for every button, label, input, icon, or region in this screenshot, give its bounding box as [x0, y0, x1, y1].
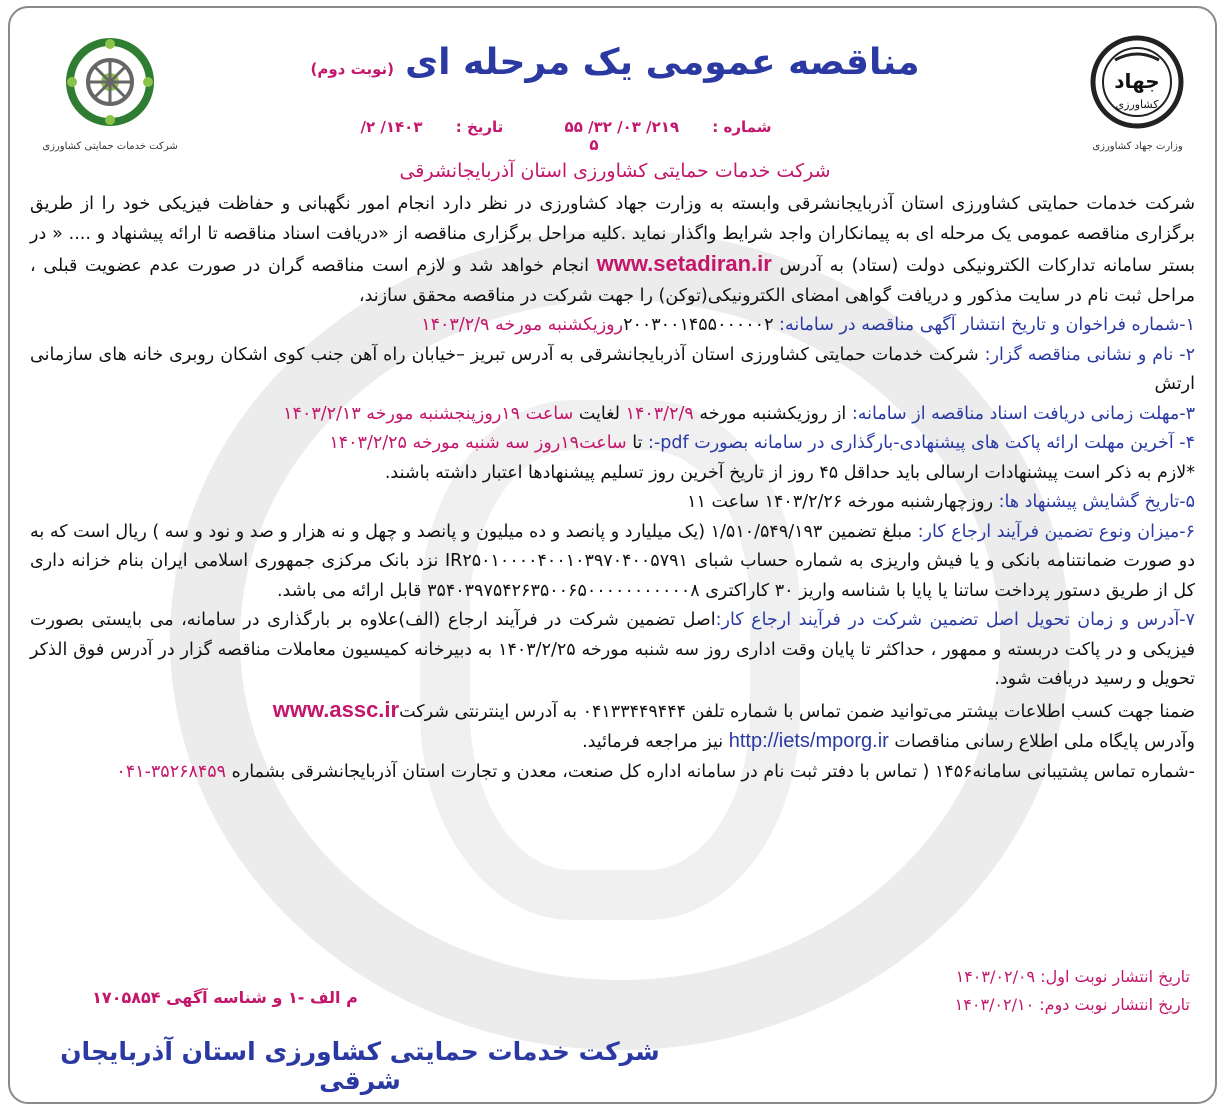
notice-title — [290, 42, 940, 83]
item-4 — [30, 429, 1195, 459]
notice-meta — [360, 118, 800, 154]
number-group — [551, 118, 786, 136]
item-4-label: ۴- آخرین مهلت ارائه پاکت های پیشنهادی-بارگذاری در سامانه بصورت pdf-: — [648, 433, 1195, 453]
contact-text-1: ضمنا جهت کسب اطلاعات بیشتر می‌توانید ضمن تماس با شماره تلفن ۰۴۱۳۳۴۴۹۴۴۴ به آدرس اینترنتی شرکت — [399, 701, 1195, 722]
item-7 — [30, 606, 1195, 695]
assc-logo — [40, 30, 180, 160]
item-1-label: ۱-شماره فراخوان و تاریخ انتشار آگهی مناقصه در سامانه: — [779, 315, 1195, 335]
item-3-text-b: لغایت — [573, 403, 626, 424]
item-7-label: ۷-آدرس و زمان تحویل اصل تضمین شرکت در فرآیند ارجاع کار: — [715, 610, 1195, 630]
contact-text-3: نیز مراجعه فرمائید. — [582, 732, 729, 752]
svg-text:کشاورزی: کشاورزی — [1115, 98, 1159, 111]
publication-second: تاریخ انتشار نوبت دوم: ۱۴۰۳/۰۲/۱۰ — [954, 995, 1190, 1014]
item-5-text: روزچهارشنبه مورخه ۱۴۰۳/۲/۲۶ ساعت ۱۱ — [687, 492, 999, 512]
item-1-highlight: روزیکشنبه مورخه ۱۴۰۳/۲/۹ — [421, 315, 624, 335]
notice-body — [30, 190, 1195, 787]
jahad-logo-icon — [1075, 30, 1200, 135]
intro-paragraph — [30, 190, 1195, 311]
assc-logo-icon — [40, 30, 180, 135]
item-4-text: تا — [626, 433, 649, 453]
item-1 — [30, 311, 1195, 341]
validity-note-text: *لازم به ذکر است پیشنهادات ارسالی باید حداقل ۴۵ روز از تاریخ آخرین روز تسلیم پیشنهادها اعتبار داشته باشند. — [384, 462, 1195, 483]
item-3-text: از روزیکشنبه مورخه — [693, 403, 852, 424]
iets-link[interactable]: http://iets/mporg.ir — [728, 730, 889, 752]
jahad-logo — [1075, 30, 1200, 160]
intro-text-1: شرکت خدمات حمایتی کشاورزی استان آذربایجانشرقی وابسته به وزارت جهاد کشاورزی در نظر دارد انجام امور نگهبانی و حفاظت فیزیکی خود را از طریق برگزاری مناقصه عمومی یک مرحله ای به پیمانکاران واجد شرایط واگذار نماید .کلیه مراحل برگزاری مناقصه از «دریافت اسناد مناقصه تا ارائه پیشنهاد و .... « در بستر سامانه تدارکات الکترونیکی دولت (ستاد) به آدرس — [30, 194, 1196, 276]
contact-text-2: وآدرس پایگاه ملی اطلاع رسانی مناقصات — [888, 732, 1195, 752]
item-3 — [30, 400, 1195, 430]
item-1-text: ۲۰۰۳۰۰۱۴۵۵۰۰۰۰۰۲ — [623, 315, 780, 335]
support-text: -شماره تماس پشتیبانی سامانه۱۴۵۶ ( تماس با دفتر ثبت نام در سامانه اداره کل صنعت، معدن و تجارت استان آذربایجانشرقی بشماره — [226, 761, 1195, 782]
item-6 — [30, 518, 1195, 607]
assc-link[interactable]: www.assc.ir — [272, 696, 400, 722]
contact-paragraph-2 — [30, 727, 1195, 758]
item-5 — [30, 488, 1195, 518]
title-round: (نوبت دوم) — [310, 60, 394, 78]
publication-first: تاریخ انتشار نوبت اول: ۱۴۰۳/۰۲/۰۹ — [955, 967, 1190, 986]
number-label: شماره : — [712, 118, 772, 136]
number-value: ۲۱۹/ ۰۳/ ۳۲/ ۵۵ — [564, 118, 680, 136]
item-7-text: اصل تضمین شرکت در فرآیند ارجاع (الف)علاوه بر بارگذاری در سامانه، می بایستی بصورت فیزیکی و در پاکت دربسته و ممهور ، حداکثر تا پایان وقت اداری روز سه شنبه مورخه ۱۴۰۳/۲/۲۵ به دبیرخانه کمیسیون معاملات مناقصه گزار در آدرس فوق الذکر تحویل و رسید دریافت شود. — [30, 610, 1195, 689]
assc-logo-caption: شرکت خدمات حمایتی کشاورزی — [42, 141, 178, 152]
item-5-label: ۵-تاریخ گشایش پیشنهاد ها: — [998, 492, 1195, 512]
footer-company: شرکت خدمات حمایتی کشاورزی استان آذربایجان شرقی — [60, 1037, 660, 1095]
company-heading: شرکت خدمات حمایتی کشاورزی استان آذربایجانشرقی — [399, 160, 831, 182]
item-6-label: ۶-میزان ونوع تضمین فرآیند ارجاع کار: — [917, 521, 1196, 542]
intro-text-2: انجام خواهد شد و لازم است مناقصه گران در صورت عدم عضویت قبلی ، مراحل ثبت نام در سایت مذکور و دریافت گواهی امضای الکترونیکی(توکن) را جهت شرکت در مناقصه محقق سازند، — [30, 256, 1195, 306]
validity-note — [30, 459, 1195, 489]
item-3-highlight: ۱۴۰۳/۲/۹ — [625, 403, 694, 424]
support-line — [30, 758, 1195, 788]
item-4-highlight: ساعت۱۹روز سه شنبه مورخه ۱۴۰۳/۲/۲۵ — [329, 433, 627, 453]
item-2-label: ۲- نام و نشانی مناقصه گزار: — [984, 344, 1195, 365]
jahad-logo-caption: وزارت جهاد کشاورزی — [1092, 141, 1183, 152]
item-6-text: مبلغ تضمین ۱/۵۱۰/۵۴۹/۱۹۳ (یک میلیارد و پانصد و ده میلیون و پانصد و چهل و نه هزار و صد و نود و سه ) ریال است که به دو صورت ضمانتنامه بانکی و یا فیش واریزی به شماره حساب شبای IR۲۵۰۱۰۰۰۰۴۰۰۱۰۳۹۷۰۴۰۰۵۷۹۱ نزد بانک مرکزی جمهوری اسلامی ایران بنام خزانه داری کل از طریق دستور پرداخت ساتنا یا پایا با شناسه واریز ۳۰ کاراکتری ۳۵۴۰۳۹۷۵۴۲۶۳۵۰۰۶۵۰۰۰۰۰۰۰۰۰۰۰۸ قابل ارائه می باشد. — [30, 521, 1195, 601]
item-2-text: شرکت خدمات حمایتی کشاورزی استان آذربایجانشرقی به آدرس تبریز –خیابان راه آهن جنب کوی اشکان روبری خانه های سازمانی ارتش — [30, 344, 1195, 394]
support-phone: ۳۵۲۶۸۴۵۹-۰۴۱ — [116, 761, 227, 782]
date-label: تاریخ : — [455, 118, 504, 136]
date-value: ۱۴۰۳/ ۲/ ۵ — [360, 118, 599, 154]
setadiran-link[interactable]: www.setadiran.ir — [596, 251, 772, 276]
ad-identifier: م الف -۱ و شناسه آگهی ۱۷۰۵۸۵۴ — [92, 988, 358, 1007]
item-3-label: ۳-مهلت زمانی دریافت اسناد مناقصه از سامانه: — [851, 403, 1195, 424]
item-3-highlight-b: ساعت ۱۹روزپنجشنبه مورخه ۱۴۰۳/۲/۱۳ — [283, 403, 574, 424]
title-main: مناقصه عمومی یک مرحله ای — [405, 42, 920, 83]
item-2 — [30, 341, 1195, 400]
contact-paragraph — [30, 695, 1195, 728]
svg-text:جهاد: جهاد — [1114, 69, 1160, 93]
publication-dates — [890, 963, 1190, 1019]
